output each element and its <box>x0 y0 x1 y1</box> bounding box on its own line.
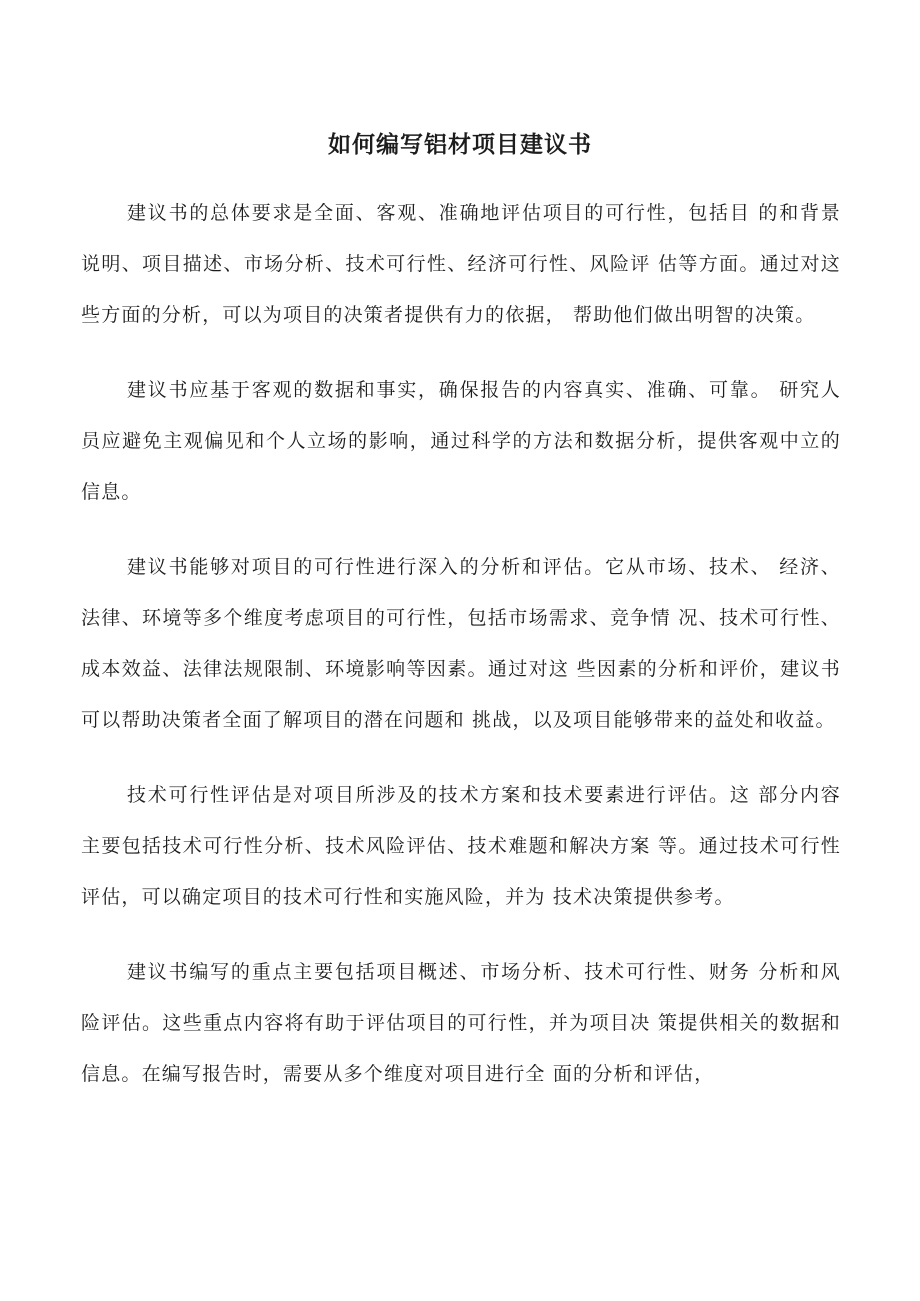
paragraph-feasibility-analysis: 建议书能够对项目的可行性进行深入的分析和评估。它从市场、技术、 经济、法律、环境等多个维度考虑项目的可行性，包括市场需求、竞争情 况、技术可行性、成本效益、法律法规限制、环境影响等因素。通过对这 些因素的分析和评价，建议书可以帮助决策者全面了解项目的潜在问题和 挑战，以及项目能够带来的益处和收益。 <box>81 556 841 731</box>
paragraph-key-points: 建议书编写的重点主要包括项目概述、市场分析、技术可行性、财务 分析和风险评估。这些重点内容将有助于评估项目的可行性，并为项目决 策提供相关的数据和信息。在编写报告时，需要从多个维度对项目进行全 面的分析和评估， <box>81 961 841 1085</box>
document-body <box>81 188 841 1124</box>
paragraph-overall-requirements: 建议书的总体要求是全面、客观、准确地评估项目的可行性，包括目 的和背景说明、项目描述、市场分析、技术可行性、经济可行性、风险评 估等方面。通过对这些方面的分析，可以为项目的决策者提供有力的依据， 帮助他们做出明智的决策。 <box>81 202 841 326</box>
document-title: 如何编写铝材项目建议书 <box>328 132 592 158</box>
paragraph-objectivity: 建议书应基于客观的数据和事实，确保报告的内容真实、准确、可靠。 研究人员应避免主观偏见和个人立场的影响，通过科学的方法和数据分析，提供客观中立的信息。 <box>81 379 841 503</box>
paragraph-technical-feasibility: 技术可行性评估是对项目所涉及的技术方案和技术要素进行评估。这 部分内容主要包括技术可行性分析、技术风险评估、技术难题和解决方案 等。通过技术可行性评估，可以确定项目的技术可行性和实施风险，并为 技术决策提供参考。 <box>81 784 841 908</box>
